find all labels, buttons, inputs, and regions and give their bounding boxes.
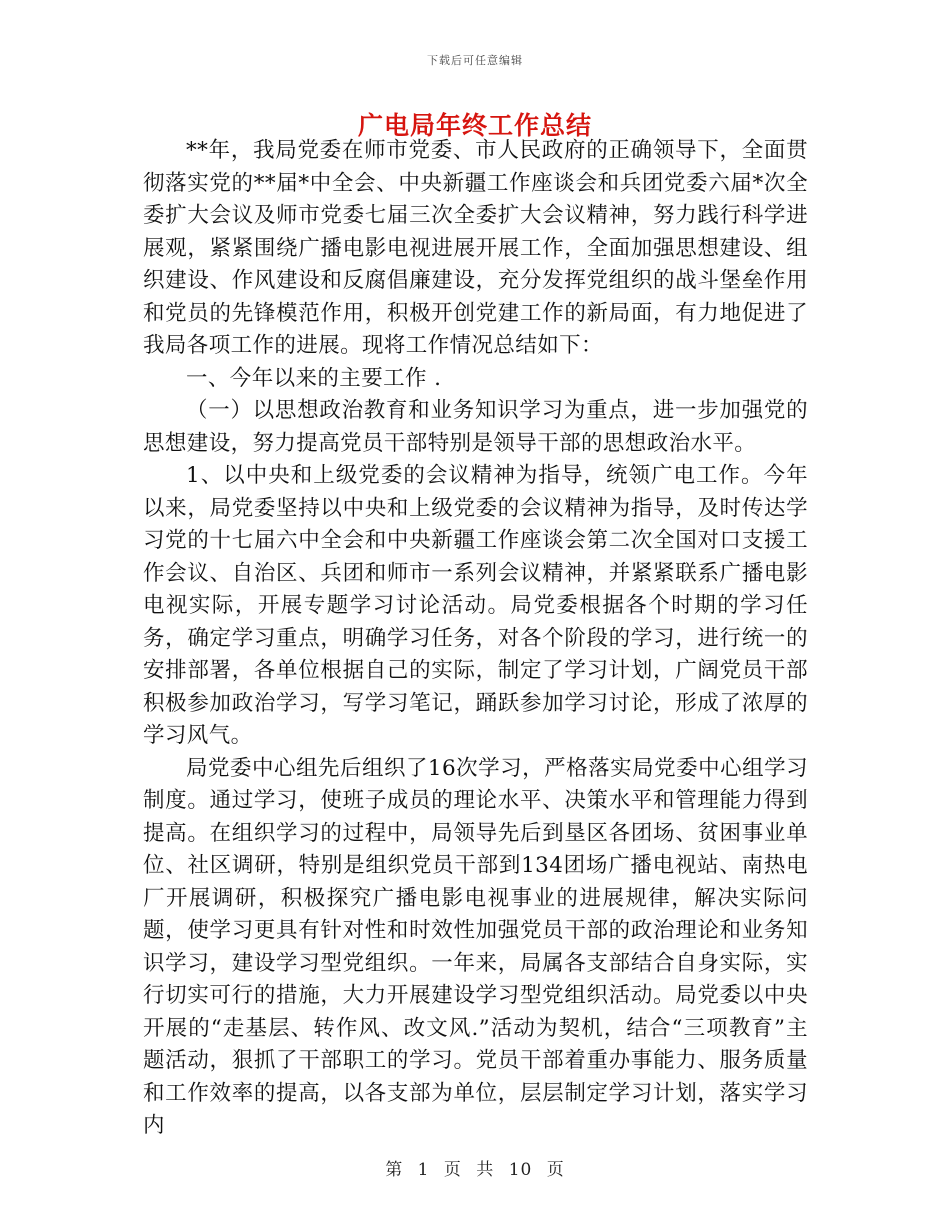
page-total: 10 bbox=[508, 1160, 533, 1180]
subsection-heading-ideology: （一）以思想政治教育和业务知识学习为重点，进一步加强党的思想建设，努力提高党员干部特别是领导干部的思想政治水平。 bbox=[143, 398, 808, 456]
document-body bbox=[143, 135, 808, 1143]
header-note: 下载后可任意编辑 bbox=[427, 54, 523, 67]
page-suffix: 页 bbox=[546, 1160, 565, 1180]
page-prefix: 第 bbox=[385, 1160, 404, 1180]
page-current: 1 bbox=[417, 1160, 430, 1180]
page-mid-1: 页 bbox=[443, 1160, 462, 1180]
paragraph-intro: **年，我局党委在师市党委、市人民政府的正确领导下，全面贯彻落实党的**届*中全会、中央新疆工作座谈会和兵团党委六届*次全委扩大会议及师市党委七届三次全委扩大会议精神，努力践行科学进展观，紧紧围绕广播电影电视进展开展工作，全面加强思想建设、组织建设、作风建设和反腐倡廉建设，充分发挥党组织的战斗堡垒作用和党员的先锋模范作用，积极开创党建工作的新局面，有力地促进了我局各项工作的进展。现将工作情况总结如下： bbox=[143, 138, 808, 358]
section-heading-main-work: 一、今年以来的主要工作 . bbox=[186, 365, 442, 391]
page-footer bbox=[0, 1155, 950, 1180]
paragraph-study-group: 局党委中心组先后组织了16次学习，严格落实局党委中心组学习制度。通过学习，使班子成员的理论水平、决策水平和管理能力得到提高。在组织学习的过程中，局领导先后到垦区各团场、贫困事业单位、社区调研，特别是组织党员干部到134团场广播电视站、南热电厂开展调研，积极探究广播电影电视事业的进展规律，解决实际问题，使学习更具有针对性和时效性加强党员干部的政治理论和业务知识学习，建设学习型党组织。一年来，局属各支部结合自身实际，实行切实可行的措施，大力开展建设学习型党组织活动。局党委以中央开展的“走基层、转作风、改文风.”活动为契机，结合“三项教育”主题活动，狠抓了干部职工的学习。党员干部着重办事能力、服务质量和工作效率的提高，以各支部为单位，层层制定学习计划，落实学习内 bbox=[143, 755, 808, 1138]
document-title: 广电局年终工作总结 bbox=[357, 111, 592, 140]
page-mid-2: 共 bbox=[476, 1160, 495, 1180]
paragraph-item-1: 1、以中央和上级党委的会议精神为指导，统领广电工作。今年以来，局党委坚持以中央和上级党委的会议精神为指导，及时传达学习党的十七届六中全会和中央新疆工作座谈会第二次全国对口支援工作会议、自治区、兵团和师市一系列会议精神，并紧紧联系广播电影电视实际，开展专题学习讨论活动。局党委根据各个时期的学习任务，确定学习重点，明确学习任务，对各个阶段的学习，进行统一的安排部署，各单位根据自己的实际，制定了学习计划，广阔党员干部积极参加政治学习，写学习笔记，踊跃参加学习讨论，形成了浓厚的学习风气。 bbox=[143, 463, 808, 748]
